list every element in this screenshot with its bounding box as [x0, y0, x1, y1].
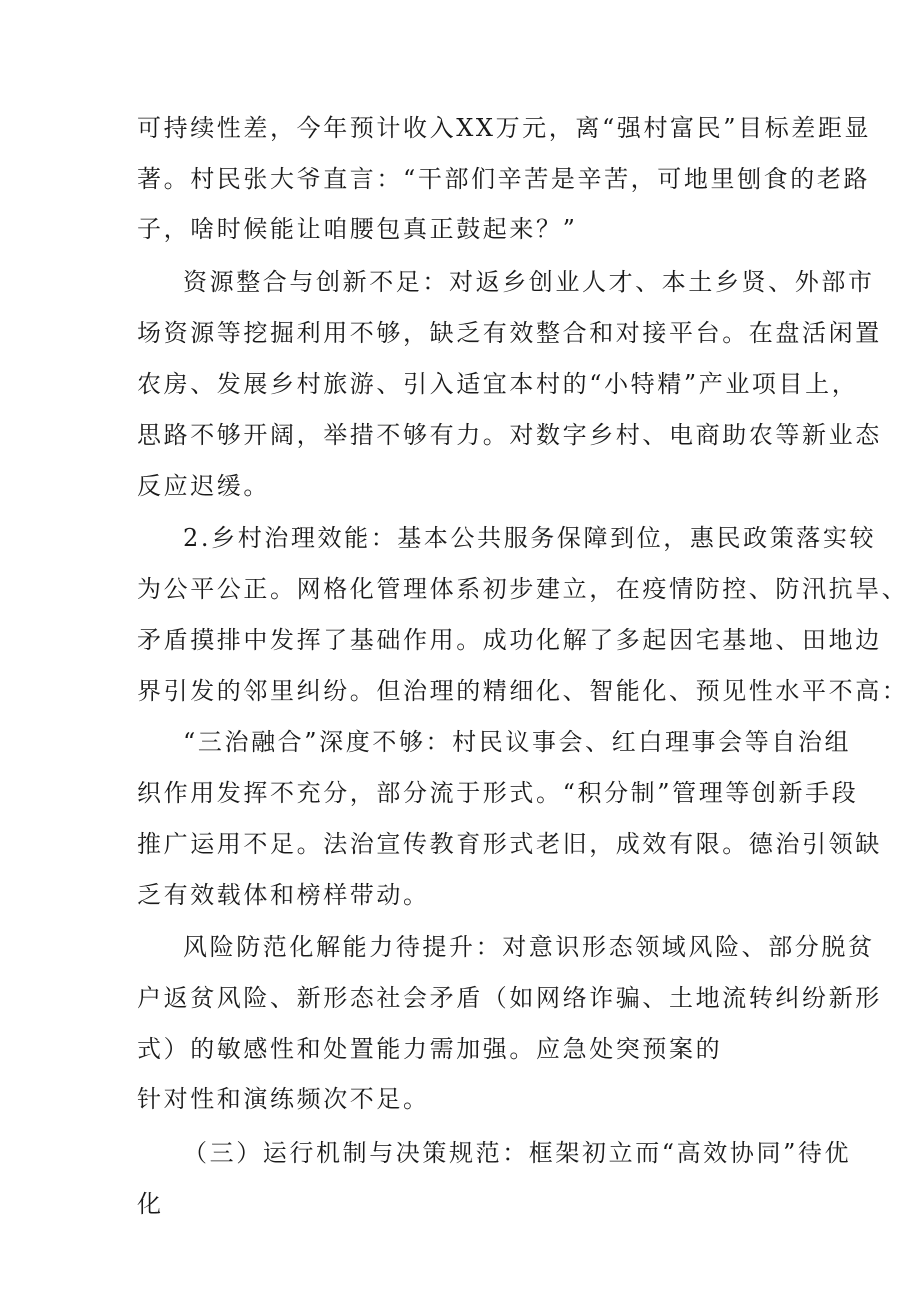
text-line: 思路不够开阔，举措不够有力。对数字乡村、电商助农等新业态 [137, 421, 882, 449]
text-line: 推广运用不足。法治宣传教育形式老旧，成效有限。德治引领缺 [137, 830, 882, 858]
text-line: 织作用发挥不充分，部分流于形式。“积分制”管理等创新手段 [137, 779, 859, 807]
text-line: 矛盾摸排中发挥了基础作用。成功化解了多起因宅基地、田地边 [137, 626, 882, 654]
section-heading: （三）运行机制与决策规范：框架初立而“高效协同”待优 [183, 1139, 852, 1167]
text-line: 资源整合与创新不足：对返乡创业人才、本土乡贤、外部市 [183, 268, 875, 296]
text-line: 农房、发展乡村旅游、引入适宜本村的“小特精”产业项目上， [137, 370, 859, 398]
text-line: 著。村民张大爷直言：“干部们辛苦是辛苦，可地里刨食的老路 [137, 165, 871, 193]
text-line: 反应迟缓。 [137, 472, 270, 500]
text-line: 子，啥时候能让咱腰包真正鼓起来？” [137, 215, 578, 243]
text-line: 界引发的邻里纠纷。但治理的精细化、智能化、预见性水平不高： [137, 677, 909, 705]
text-line: 场资源等挖掘利用不够，缺乏有效整合和对接平台。在盘活闲置 [137, 319, 882, 347]
section-heading-continuation: 化 [137, 1190, 164, 1218]
text-line: “三治融合”深度不够：村民议事会、红白理事会等自治组 [183, 728, 852, 756]
text-line: 户返贫风险、新形态社会矛盾（如网络诈骗、土地流转纠纷新形 [137, 984, 882, 1012]
text-line: 风险防范化解能力待提升：对意识形态领域风险、部分脱贫 [183, 933, 875, 961]
text-line: 乏有效载体和榜样带动。 [137, 881, 430, 909]
text-line: 针对性和演练频次不足。 [137, 1085, 430, 1113]
text-line: 可持续性差，今年预计收入XX万元，离“强村富民”目标差距显 [137, 114, 872, 142]
text-line: 2.乡村治理效能：基本公共服务保障到位，惠民政策落实较 [183, 524, 877, 552]
text-line: 式）的敏感性和处置能力需加强。应急处突预案的 [137, 1035, 723, 1063]
text-line: 为公平公正。网格化管理体系初步建立，在疫情防控、防汛抗旱、 [137, 575, 909, 603]
